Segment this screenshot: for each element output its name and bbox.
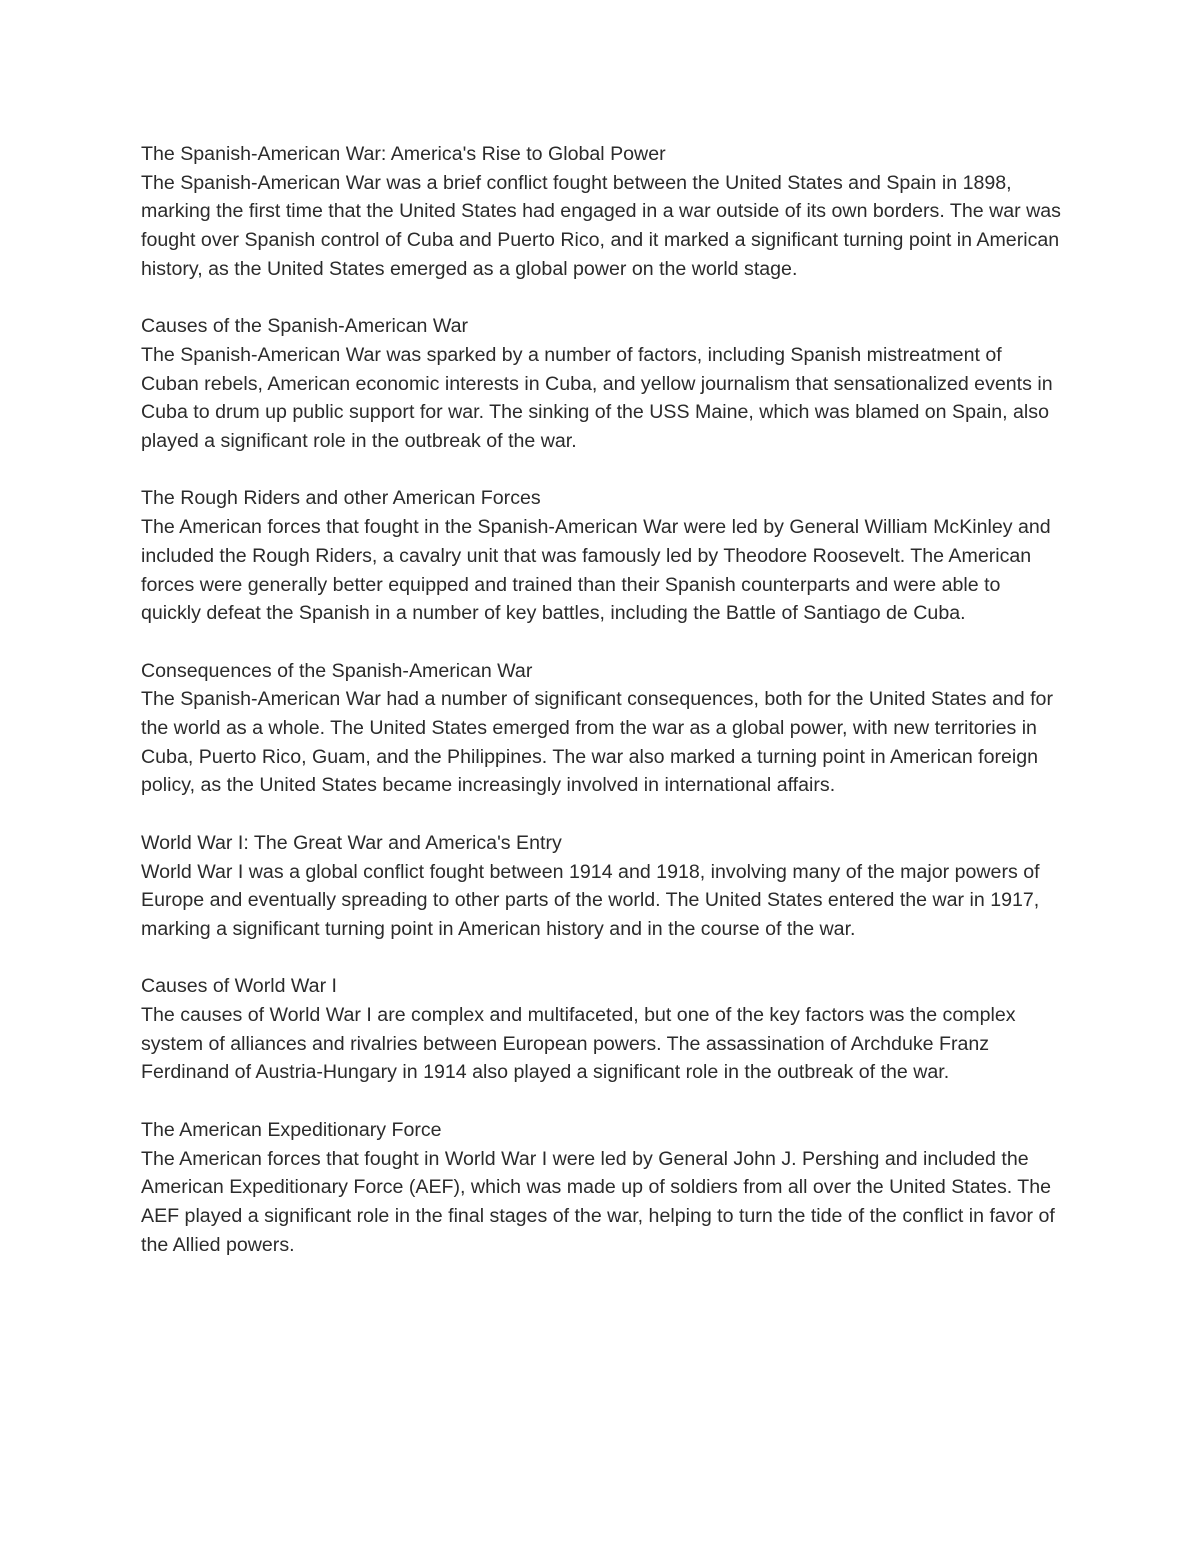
section-spanish-american-war (141, 140, 1061, 284)
section-heading: The Rough Riders and other American Forces (141, 487, 541, 510)
section-heading: The Spanish-American War: America's Rise to Global Power (141, 143, 666, 165)
section-world-war-i (141, 829, 1061, 944)
section-body: The American forces that fought in World War I were led by General John J. Pershing and included the American Expeditionary Force (AEF), which was made up of soldiers from all over the United States. The AEF played a significant role in the final stages of the war, helping to turn the tide of the conflict in favor of the Allied powers. (141, 1147, 1055, 1256)
section-causes-world-war-i (141, 972, 1061, 1087)
section-body: The American forces that fought in the Spanish-American War were led by General William McKinley and included the Rough Riders, a cavalry unit that was famously led by Theodore Roosevelt. The American forces were generally better equipped and trained than their Spanish counterparts and were able to quickly defeat the Spanish in a number of key battles, including the Battle of Santiago de Cuba. (141, 516, 1051, 625)
section-heading: World War I: The Great War and America's Entry (141, 831, 562, 854)
section-body: The Spanish-American War was a brief conflict fought between the United States and Spain in 1898, marking the first time that the United States had engaged in a war outside of its own borders. The war was fought over Spanish control of Cuba and Puerto Rico, and it marked a significant turning point in American history, as the United States emerged as a global power on the world stage. (141, 171, 1061, 280)
section-consequences-spanish-american-war (141, 657, 1061, 801)
section-heading: The American Expeditionary Force (141, 1118, 442, 1141)
section-body: The Spanish-American War had a number of significant consequences, both for the United States and for the world as a whole. The United States emerged from the war as a global power, with new territories in Cuba, Puerto Rico, Guam, and the Philippines. The war also marked a turning point in American foreign policy, as the United States became increasingly involved in international affairs. (141, 688, 1053, 797)
section-heading: Causes of World War I (141, 975, 337, 998)
section-body: The causes of World War I are complex and multifaceted, but one of the key factors was the complex system of alliances and rivalries between European powers. The assassination of Archduke Franz Ferdinand of Austria-Hungary in 1914 also played a significant role in the outbreak of the war. (141, 1004, 1016, 1084)
document-page (141, 140, 1061, 1288)
section-body: The Spanish-American War was sparked by a number of factors, including Spanish mistreatment of Cuban rebels, American economic interests in Cuba, and yellow journalism that sensationalized events in Cuba to drum up public support for war. The sinking of the USS Maine, which was blamed on Spain, also played a significant role in the outbreak of the war. (141, 343, 1053, 453)
section-heading: Consequences of the Spanish-American War (141, 659, 533, 682)
section-causes-spanish-american-war (141, 312, 1061, 456)
section-body: World War I was a global conflict fought between 1914 and 1918, involving many of the major powers of Europe and eventually spreading to other parts of the world. The United States entered the war in 1917, marking a significant turning point in American history and in the course of the war. (141, 860, 1040, 940)
section-american-expeditionary-force (141, 1116, 1061, 1260)
section-heading: Causes of the Spanish-American War (141, 315, 469, 338)
section-rough-riders (141, 484, 1061, 628)
